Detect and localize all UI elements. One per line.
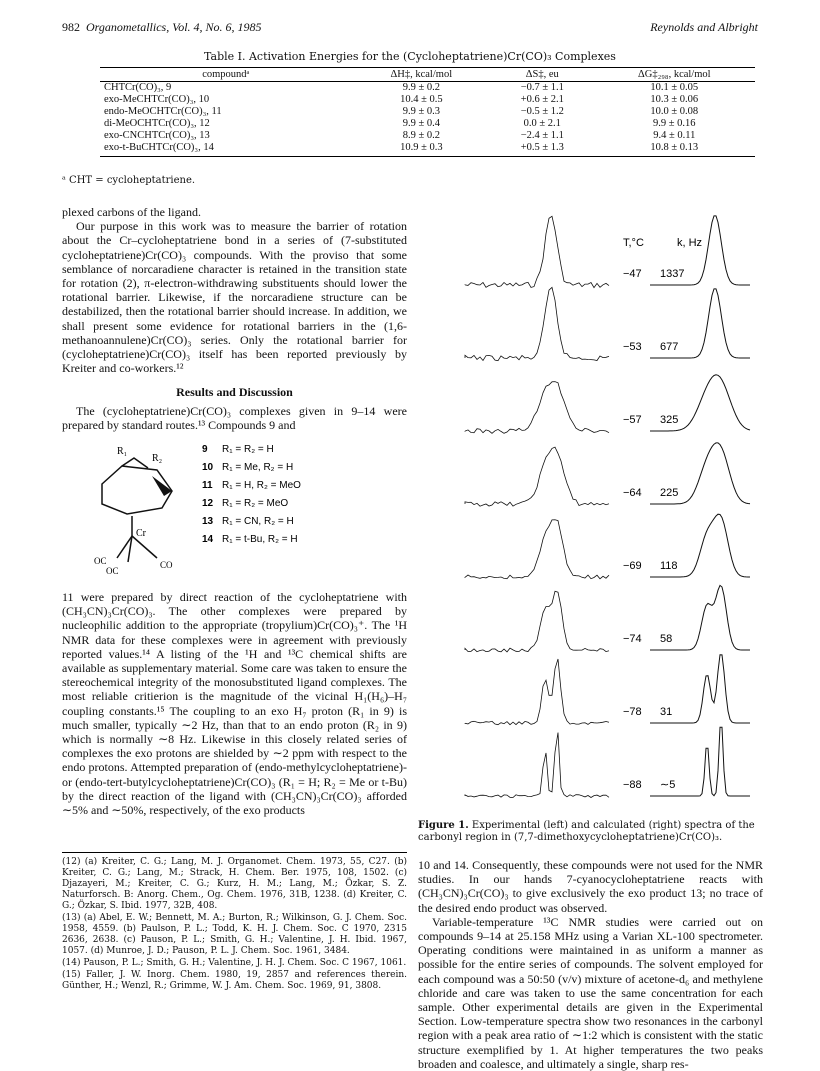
table-cell: endo-MeOCHTCr(CO)₃, 11 xyxy=(104,106,222,117)
table-cell: 9.9 ± 0.3 xyxy=(402,106,440,117)
reference-item: (15) Faller, J. W. Inorg. Chem. 1980, 19, 2857 and references therein. Günther, H.; Wenzl, R.; Grimme, W. J. Am. Chem. Soc. 1969, 91, 3808. xyxy=(62,970,407,991)
compound-substituents: R₁ = CN, R₂ = H xyxy=(222,516,294,528)
compound-number: 10 xyxy=(202,462,214,474)
compound-substituents: R₁ = R₂ = H xyxy=(222,444,274,456)
r2-label: R₂ xyxy=(152,453,163,465)
experimental-spectrum xyxy=(465,216,609,287)
reference-item: (13) (a) Abel, E. W.; Bennett, M. A.; Burton, R.; Wilkinson, G. J. Chem. Soc. 1958, 4559. (b) Paulson, P. L.; Todd, K. H. J. Chem. Soc. C 1970, 2315 2636, 2638. (c) Pauson, P. L.; Smith, G. H.; Valentine, J. H. Ibid. 1967, 1057. (d) Munroe, J. D.; Pauson, P. L. J. Chem. Soc. 1961, 3484. xyxy=(62,913,407,956)
figure-caption xyxy=(418,820,763,844)
running-header xyxy=(62,20,758,35)
table-cell: 0.0 ± 2.1 xyxy=(523,118,561,129)
table-cell: +0.6 ± 2.1 xyxy=(520,94,564,105)
table-header-cell: compoundᵃ xyxy=(100,68,352,82)
spectrum-rate: 1337 xyxy=(660,268,685,280)
co-label: CO xyxy=(160,560,173,571)
compound-substituents: R₁ = Me, R₂ = H xyxy=(222,462,294,474)
spectrum-rate: ∼5 xyxy=(660,779,676,791)
compound-number: 9 xyxy=(202,444,208,456)
figure-caption-text: Experimental (left) and calculated (right) spectra of the carbonyl region in (7,7-dimethoxycycloheptatriene)Cr(CO)₃. xyxy=(418,820,755,843)
table-cell: 9.9 ± 0.16 xyxy=(653,118,696,129)
table-row xyxy=(100,118,755,130)
table-cell: +0.5 ± 1.3 xyxy=(491,142,594,157)
right-column xyxy=(418,858,763,1071)
table-cell: di-MeOCHTCr(CO)₃, 12 xyxy=(104,118,210,129)
spectra-temp-header: T,°C xyxy=(623,237,644,249)
cr-label: Cr xyxy=(136,528,146,540)
table-caption: Table I. Activation Energies for the (Cycloheptatriene)Cr(CO)₃ Complexes xyxy=(204,50,616,63)
nmr-spectra-figure xyxy=(445,200,765,800)
spectrum-rate: 677 xyxy=(660,341,679,353)
spectrum-temperature: −47 xyxy=(623,268,642,280)
table-header-cell: ΔS‡, eu xyxy=(491,68,594,82)
spectrum-rate: 325 xyxy=(660,414,679,426)
table-cell: 9.4 ± 0.11 xyxy=(653,130,696,141)
spectrum-rate: 225 xyxy=(660,487,679,499)
r1-label: R₁ xyxy=(117,446,128,458)
table-footnote: ᵃ CHT = cycloheptatriene. xyxy=(62,175,196,186)
paragraph: 10 and 14. Consequently, these compounds were not used for the NMR studies. In our hands 7-cyanocycloheptatriene reacts with (CH₃CN)₃Cr(CO)₃ to give exclusively the exo product 13; no trace of the desired endo product was observed. xyxy=(418,858,763,915)
experimental-spectrum xyxy=(465,520,609,579)
table-header-cell: ΔG‡₂₉₈, kcal/mol xyxy=(594,68,755,82)
table-cell: 8.9 ± 0.2 xyxy=(402,130,440,141)
table-cell: 9.9 ± 0.2 xyxy=(402,82,440,93)
table-cell: exo-t-BuCHTCr(CO)₃, 14 xyxy=(100,142,352,157)
table-cell: 10.1 ± 0.05 xyxy=(650,82,699,93)
spectrum-temperature: −74 xyxy=(623,633,642,645)
spectrum-rate: 31 xyxy=(660,706,673,718)
table-cell: 10.9 ± 0.3 xyxy=(352,142,491,157)
table-row xyxy=(100,130,755,142)
paragraph: 11 were prepared by direct reaction of the cycloheptatriene with (CH₃CN)₃Cr(CO)₃. The other complexes were prepared by nucleophilic addition to the appropriate (tropylium)Cr(CO)₃⁺. The ¹H NMR data for these complexes were in agreement with previously reported values.¹⁴ A listing of the ¹H and ¹³C chemical shifts are available as supplementary material. Some care was taken to ensure the stereochemical integrity of the monosubstituted ligand complexes. The most reliable critierion is the magnitude of the vicinal H₁(H₆)–H₇ coupling constants.¹⁵ The coupling to an exo H₇ proton (R₁ in 9) is much smaller, typically ∼2 Hz, than that to an endo proton (R₂ in 9) which is normally ∼8 Hz. Likewise in this closely related series of complexes the exo protons are shielded by ∼2 ppm with respect to the endo protons. Attempted preparation of (endo-methylcycloheptatriene)- or (endo-tert-butylcycloheptatriene)Cr(CO)₃ (R₁ = H; R₂ = Me or t-Bu) by the direct reaction of the ligand with (CH₃CN)₃Cr(CO)₃ afforded ∼5% and ∼50%, respectively, of the exo products xyxy=(62,590,407,818)
experimental-spectrum xyxy=(465,382,609,434)
reference-item: (12) (a) Kreiter, C. G.; Lang, M. J. Organomet. Chem. 1973, 55, C27. (b) Kreiter, C. G.; Lang, M.; Strack, H. Chem. Ber. 1975, 108, 1502. (c) Djazayeri, M.; Kreiter, C. G.; Kurz, H. M.; Lang, M.; Özkar, S. Z. Naturforsch. B: Anorg. Chem., Og. Chem. 1976, 31B, 1238. (d) Kreiter, C. G.; Özkar, S. Ibid. 1977, 32B, 408. xyxy=(62,857,407,911)
spectrum-temperature: −78 xyxy=(623,706,642,718)
experimental-spectrum xyxy=(465,287,609,360)
activation-table xyxy=(100,67,755,157)
compound-number: 13 xyxy=(202,516,214,528)
spectrum-temperature: −57 xyxy=(623,414,642,426)
spectrum-temperature: −64 xyxy=(623,487,642,499)
spectrum-rate: 58 xyxy=(660,633,673,645)
table-cell: exo-MeCHTCr(CO)₃, 10 xyxy=(104,94,210,105)
compound-number: 14 xyxy=(202,534,214,546)
compound-substituents: R₁ = R₂ = MeO xyxy=(222,498,289,510)
table-row xyxy=(100,142,755,157)
paragraph: Variable-temperature ¹³C NMR studies were carried out on compounds 9–14 at 25.158 MHz using a Varian XL-100 spectrometer. Operating conditions were maintained in as uniform a manner as possible for the entire series of compounds. The solvent employed for each compound was a 50:50 (v/v) mixture of acetone-d₆ and methylene chloride and care was taken to use the same concentration for each sample. Other experimental details are given in the Experimental Section. Low-temperature spectra show two resonances in the carbonyl region with a peak area ratio of ∼1:2 which is consistent with the static structure exemplified by 1. At higher temperatures the two peaks broaden and coalesce, and ultimately a single, sharp res- xyxy=(418,914,763,1071)
oc2-label: OC xyxy=(106,566,119,577)
spectrum-temperature: −69 xyxy=(623,560,642,572)
compound-substituents: R₁ = H, R₂ = MeO xyxy=(222,480,301,492)
table-cell: exo-CNCHTCr(CO)₃, 13 xyxy=(104,130,210,141)
section-heading: Results and Discussion xyxy=(176,385,293,400)
cht-cr-structure-drawing xyxy=(62,436,407,586)
experimental-spectrum xyxy=(465,447,609,506)
page-number: 982 xyxy=(62,20,80,34)
spectrum-rate: 118 xyxy=(660,560,678,572)
table-cell: 10.4 ± 0.5 xyxy=(400,94,443,105)
journal-name: Organometallics, Vol. 4, No. 6, 1985 xyxy=(86,20,262,34)
reference-item: (14) Pauson, P. L.; Smith, G. H.; Valentine, J. H. J. Chem. Soc. C 1967, 1061. xyxy=(62,958,407,968)
table-cell: 10.3 ± 0.06 xyxy=(650,94,699,105)
structure-figure xyxy=(62,436,407,586)
compound-number: 11 xyxy=(202,480,213,492)
table-cell: 10.8 ± 0.13 xyxy=(594,142,755,157)
compound-substituents: R₁ = t-Bu, R₂ = H xyxy=(222,534,298,546)
paragraph: Our purpose in this work was to measure the barrier of rotation about the Cr–cycloheptatriene bond in a series of (7-substituted cycloheptatriene)Cr(CO)₃ compounds. With the proviso that some semblance of norcaradiene character is retained in the transition state for rotation (2), π-electron-withdrawing substituents should lower the rotational barrier. Likewise, if the norcaradiene structure can be destabilized, then the rotational barrier should increase. In addition, we shall present some evidence for rotational barriers in the (1,6-methanoannulene)Cr(CO)₃ series. Only the rotational barrier for (cycloheptatriene)Cr(CO)₃ itself has been reported previously by Kreiter and co-workers.¹² xyxy=(62,219,407,376)
oc1-label: OC xyxy=(94,556,107,567)
table-row xyxy=(100,106,755,118)
authors: Reynolds and Albright xyxy=(650,20,758,34)
table-cell: 10.0 ± 0.08 xyxy=(650,106,699,117)
table-cell: CHTCr(CO)₃, 9 xyxy=(104,82,172,93)
experimental-spectrum xyxy=(465,659,609,725)
spectra-rate-header: k, Hz xyxy=(677,237,703,249)
table-cell: 9.9 ± 0.4 xyxy=(402,118,440,129)
table-cell: −0.7 ± 1.1 xyxy=(520,82,564,93)
table-row xyxy=(100,82,755,95)
compound-number: 12 xyxy=(202,498,214,510)
table-cell: −0.5 ± 1.2 xyxy=(520,106,564,117)
experimental-spectrum xyxy=(465,591,609,652)
table-cell: −2.4 ± 1.1 xyxy=(520,130,564,141)
spectrum-temperature: −88 xyxy=(623,779,642,791)
references xyxy=(62,852,407,993)
spectrum-temperature: −53 xyxy=(623,341,642,353)
left-column xyxy=(62,205,407,817)
table-header-cell: ΔH‡, kcal/mol xyxy=(352,68,491,82)
paragraph: The (cycloheptatriene)Cr(CO)₃ complexes given in 9–14 were prepared by standard routes.¹³ Compounds 9 and xyxy=(62,403,407,432)
figure-label: Figure 1. xyxy=(418,820,469,831)
experimental-spectrum xyxy=(465,733,609,798)
table-row xyxy=(100,94,755,106)
paragraph: plexed carbons of the ligand. xyxy=(62,205,201,219)
